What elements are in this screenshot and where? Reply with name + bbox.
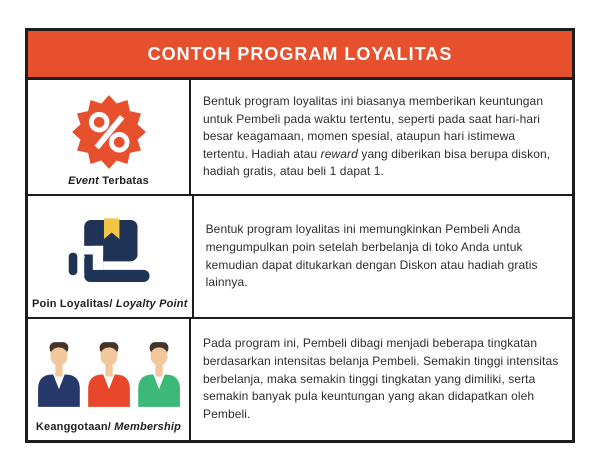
icon-cell-loyalty-point [28, 196, 194, 317]
membership-people-icon [36, 342, 182, 407]
person-green [138, 342, 180, 407]
icon-cell-event [28, 80, 191, 194]
person-navy [38, 342, 80, 407]
row-label-keanggotaan [36, 421, 181, 433]
label-part-italic: Event [68, 175, 100, 187]
row-description [203, 93, 560, 181]
icon-holder [36, 327, 182, 421]
package-points-icon [67, 214, 153, 288]
label-part-regular: Keanggotaan/ [35, 421, 112, 433]
row-description: Bentuk program loyalitas ini memungkinkan Pembeli Anda mengumpulkan poin setelah berbelanja di toko Anda untuk kemudian dapat ditukarkan dengan Diskon atau hadiah gratis lainnya. [205, 222, 538, 290]
text-cell-loyalty-point [194, 196, 572, 317]
text-after: yang diberikan bisa berupa diskon, hadiah gratis, atau beli 1 dapat 1. [203, 146, 551, 179]
icon-holder [67, 204, 153, 298]
text-before: Bentuk program loyalitas ini biasanya memberikan keuntungan untuk Pembeli pada waktu tertentu, seperti pada saat hari-hari besar keagamaan, momen spesial, ataupun hari istimewa tertentu. Hadiah atau [203, 93, 544, 161]
icon-cell-membership [28, 319, 191, 440]
row-label-event-terbatas [68, 175, 149, 187]
label-part-regular: Terbatas [99, 175, 149, 187]
text-cell-event [191, 80, 572, 194]
table-header [28, 31, 572, 80]
percent-badge-icon [68, 91, 150, 173]
label-part-regular: Poin Loyalitas/ [32, 298, 113, 310]
table-row-poin-loyalitas [28, 196, 572, 319]
icon-holder [68, 88, 150, 175]
page-title: CONTOH PROGRAM LOYALITAS [147, 43, 453, 64]
table-row-keanggotaan [28, 319, 572, 440]
person-red [88, 342, 130, 407]
row-label-poin-loyalitas [32, 298, 188, 310]
loyalty-program-table [25, 28, 575, 443]
label-part-italic: Membership [111, 421, 182, 433]
label-part-italic: Loyalty Point [112, 298, 188, 310]
row-description: Pada program ini, Pembeli dibagi menjadi beberapa tingkatan berdasarkan intensitas belanja Pembeli. Semakin tinggi intensitas berbelanja, maka semakin tinggi tingkatan yang dimiliki, serta semakin banyak pula keuntungan yang akan didapatkan oleh Pembeli. [203, 336, 559, 421]
text-italic-word: reward [320, 146, 358, 161]
text-cell-membership [191, 319, 572, 440]
table-row-event-terbatas [28, 80, 572, 196]
